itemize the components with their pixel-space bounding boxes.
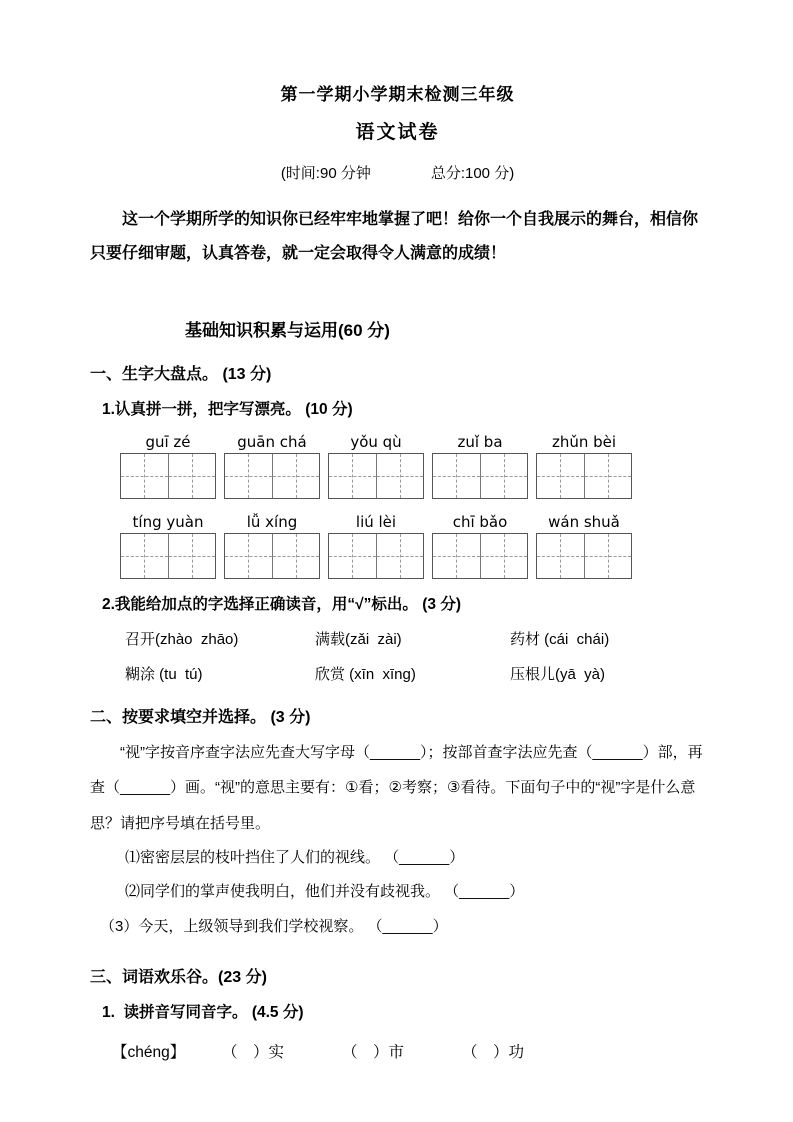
writing-grid: [536, 533, 632, 579]
question-2-item-2: ⑵同学们的掌声使我明白，他们并没有歧视我。 （______）: [125, 883, 525, 901]
intro-paragraph: 这一个学期所学的知识你已经牢牢地掌握了吧！给你一个自我展示的舞台，相信你只要仔细审题，认真答卷，就一定会取得令人满意的成绩！: [90, 211, 699, 262]
writing-grid: [224, 453, 320, 499]
writing-grid: [536, 453, 632, 499]
writing-grid: [328, 453, 424, 499]
question-2-item-1: ⑴密密层层的枝叶挡住了人们的视线。 （______）: [125, 848, 465, 866]
writing-grid: [432, 533, 528, 579]
pronunciation-row-1: [90, 628, 705, 649]
writing-grid-cell: [376, 454, 424, 498]
writing-grid-cell: [329, 454, 376, 498]
pinyin-label: wán shuǎ: [548, 513, 620, 532]
writing-grid-cell: [272, 534, 320, 578]
writing-grid: [224, 533, 320, 579]
writing-grid-cell: [376, 534, 424, 578]
writing-grid-cell: [584, 534, 632, 578]
pronunciation-choice: 糊涂 (tu tú): [125, 666, 203, 684]
writing-grid-cell: [480, 534, 528, 578]
writing-grid-cell: [584, 454, 632, 498]
pinyin-label: tíng yuàn: [132, 513, 204, 532]
writing-grid-cell: [121, 454, 168, 498]
pronunciation-choice: 召开(zhào zhāo): [125, 631, 239, 649]
pinyin-row-1: [90, 433, 705, 451]
pinyin-label: chī bǎo: [452, 513, 508, 532]
writing-grid-cell: [168, 534, 216, 578]
pronunciation-row-2: [90, 663, 705, 684]
question-2-item-3: （3）今天，上级领导到我们学校视察。 （______）: [100, 917, 448, 935]
question-1-sub1-heading: 1.认真拼一拼，把字写漂亮。 (10 分): [102, 401, 353, 419]
writing-grid-cell: [168, 454, 216, 498]
writing-grid-cell: [537, 534, 584, 578]
question-1-heading: 一、生字大盘点。 (13 分): [90, 366, 272, 384]
paper-title: 第一学期小学期末检测三年级: [280, 85, 515, 104]
pinyin-row-2: [90, 513, 705, 531]
pinyin-label: guī zé: [145, 433, 191, 452]
paper-subtitle: 语文试卷: [355, 122, 440, 143]
pronunciation-choice: 欣赏 (xīn xīng): [315, 666, 416, 684]
time-score: (时间:90 分钟 总分:100 分): [280, 165, 515, 182]
writing-grid-cell: [121, 534, 168, 578]
question-3-sub1-heading: 1. 读拼音写同音字。 (4.5 分): [102, 1004, 304, 1022]
writing-grid-cell: [433, 534, 480, 578]
pronunciation-choice: 药材 (cái chái): [510, 631, 610, 649]
question-2-paragraph: “视”字按音序查字法应先查大写字母（______）；按部首查字法应先查（______）部，再查（______）画。“视”的意思主要有：①看；②考察；③看待。下面句子中的“视”字是什么意思？请把序号填在括号里。: [90, 744, 703, 832]
writing-grid-cell: [225, 454, 272, 498]
homophone-blank: （ ）市: [342, 1044, 405, 1062]
writing-grid: [120, 533, 216, 579]
homophone-blank: （ ）功: [462, 1044, 525, 1062]
writing-grid-cell: [480, 454, 528, 498]
writing-grid-cell: [225, 534, 272, 578]
pinyin-bracket-label: 【chéng】: [112, 1044, 186, 1062]
homophone-fill-row: [90, 1040, 705, 1062]
pinyin-label: yǒu qù: [350, 433, 402, 452]
question-3-heading: 三、词语欢乐谷。(23 分): [90, 969, 267, 987]
writing-grid-row-2: [90, 533, 705, 579]
pronunciation-choice: 压根儿(yā yà): [510, 666, 606, 684]
writing-grid: [432, 453, 528, 499]
pinyin-label: lǚ xíng: [246, 513, 298, 532]
writing-grid-cell: [272, 454, 320, 498]
pinyin-label: zhǔn bèi: [551, 433, 617, 452]
writing-grid-row-1: [90, 453, 705, 499]
writing-grid-cell: [537, 454, 584, 498]
writing-grid-cell: [329, 534, 376, 578]
pinyin-label: zuǐ ba: [457, 433, 503, 452]
pinyin-label: liú lèi: [355, 513, 397, 532]
pronunciation-choice: 满载(zǎi zài): [315, 631, 402, 649]
pinyin-label: guān chá: [237, 433, 307, 452]
writing-grid-cell: [433, 454, 480, 498]
question-2-heading: 二、按要求填空并选择。 (3 分): [90, 709, 311, 727]
homophone-blank: （ ）实: [222, 1044, 285, 1062]
writing-grid: [328, 533, 424, 579]
question-1-sub2-heading: 2.我能给加点的字选择正确读音，用“√”标出。 (3 分): [102, 596, 461, 614]
section-heading-basics: 基础知识积累与运用(60 分): [185, 321, 390, 341]
writing-grid: [120, 453, 216, 499]
